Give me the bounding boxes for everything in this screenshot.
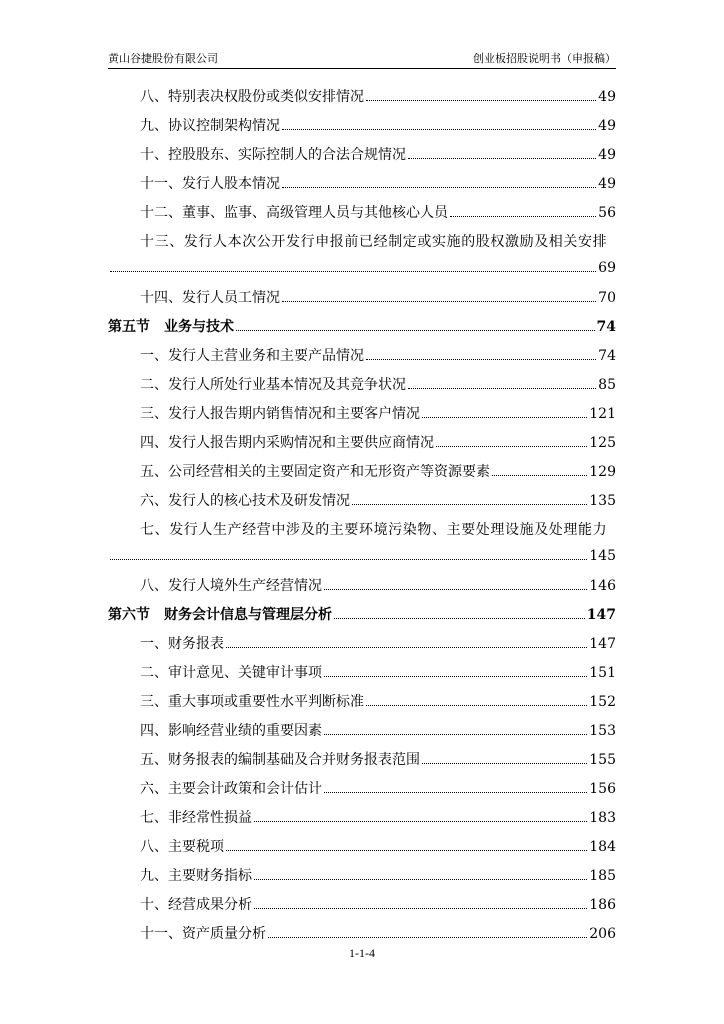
toc-entry-label: 十一、资产质量分析 — [140, 926, 266, 942]
toc-entry-label: 九、协议控制架构情况 — [140, 118, 280, 134]
toc-entry-label: 七、发行人生产经营中涉及的主要环境污染物、主要处理设施及处理能力 — [140, 522, 608, 538]
toc-entry[interactable] — [108, 894, 616, 923]
toc-entry-page: 184 — [589, 839, 616, 855]
dot-leader — [408, 158, 596, 159]
toc-entry-label: 一、财务报表 — [140, 636, 224, 652]
dot-leader — [226, 850, 587, 851]
toc-entry-label: 四、影响经营业绩的重要因素 — [140, 723, 322, 739]
toc-entry-page: 49 — [598, 118, 616, 134]
table-of-contents — [108, 86, 616, 952]
dot-leader — [226, 647, 587, 648]
toc-entry-page: 49 — [598, 147, 616, 163]
toc-entry-page: 85 — [598, 377, 616, 393]
toc-entry[interactable] — [108, 144, 616, 173]
toc-entry[interactable] — [108, 575, 616, 604]
toc-entry-page: 129 — [589, 464, 616, 480]
toc-entry[interactable] — [108, 749, 616, 778]
toc-entry[interactable] — [108, 115, 616, 144]
toc-section-heading[interactable] — [108, 316, 616, 345]
dot-leader — [324, 734, 587, 735]
toc-entry-page: 155 — [589, 752, 616, 768]
dot-leader — [492, 475, 587, 476]
toc-entry[interactable] — [108, 633, 616, 662]
toc-entry-label: 七、非经常性损益 — [140, 810, 252, 826]
toc-entry-label: 十四、发行人员工情况 — [140, 290, 280, 306]
toc-entry-label: 八、特别表决权股份或类似安排情况 — [140, 89, 364, 105]
toc-entry[interactable] — [108, 86, 616, 115]
toc-entry-page: 69 — [598, 260, 616, 276]
toc-entry[interactable] — [108, 691, 616, 720]
toc-entry-label: 八、发行人境外生产经营情况 — [140, 578, 322, 594]
dot-leader — [366, 359, 596, 360]
toc-entry-page: 186 — [589, 897, 616, 913]
toc-entry[interactable] — [108, 662, 616, 691]
dot-leader — [254, 821, 587, 822]
page-header — [108, 51, 616, 67]
dot-leader — [110, 559, 587, 560]
toc-section-heading[interactable] — [108, 604, 616, 633]
toc-entry-page: 185 — [589, 868, 616, 884]
toc-entry-page: 206 — [589, 926, 616, 942]
toc-entry[interactable] — [108, 287, 616, 316]
dot-leader — [282, 301, 596, 302]
toc-entry-label: 五、财务报表的编制基础及合并财务报表范围 — [140, 752, 420, 768]
company-name: 黄山谷捷股份有限公司 — [108, 52, 218, 65]
toc-entry-label: 二、发行人所处行业基本情况及其竞争状况 — [140, 377, 406, 393]
dot-leader — [366, 100, 596, 101]
dot-leader — [282, 187, 596, 188]
toc-entry-label: 九、主要财务指标 — [140, 868, 252, 884]
header-divider — [108, 68, 616, 69]
toc-entry-continuation[interactable] — [108, 257, 616, 287]
dot-leader — [436, 446, 587, 447]
toc-entry-label: 一、发行人主营业务和主要产品情况 — [140, 348, 364, 364]
toc-entry-label: 十、控股股东、实际控制人的合法合规情况 — [140, 147, 406, 163]
toc-entry-page: 147 — [589, 636, 616, 652]
toc-entry-label: 第六节 财务会计信息与管理层分析 — [108, 607, 332, 623]
dot-leader — [366, 705, 587, 706]
dot-leader — [254, 879, 587, 880]
toc-entry-page: 56 — [598, 205, 616, 221]
toc-entry-label: 六、发行人的核心技术及研发情况 — [140, 493, 350, 509]
toc-entry-page: 146 — [589, 578, 616, 594]
toc-entry-label: 六、主要会计政策和会计估计 — [140, 781, 322, 797]
toc-entry-label: 二、审计意见、关键审计事项 — [140, 665, 322, 681]
toc-entry-page: 135 — [589, 493, 616, 509]
toc-entry[interactable] — [108, 345, 616, 374]
dot-leader — [268, 937, 587, 938]
toc-entry-label: 第五节 业务与技术 — [108, 319, 234, 335]
dot-leader — [352, 504, 587, 505]
toc-entry-page: 151 — [589, 665, 616, 681]
dot-leader — [450, 216, 596, 217]
toc-entry[interactable] — [108, 519, 616, 545]
toc-entry[interactable] — [108, 490, 616, 519]
document-title: 创业板招股说明书（申报稿） — [473, 52, 616, 65]
toc-entry-label: 十、经营成果分析 — [140, 897, 252, 913]
toc-entry[interactable] — [108, 836, 616, 865]
toc-entry-page: 145 — [589, 548, 616, 564]
toc-entry-page: 125 — [589, 435, 616, 451]
page-number: 1-1-4 — [349, 946, 375, 960]
toc-entry-page: 74 — [596, 319, 616, 335]
toc-entry-label: 三、发行人报告期内销售情况和主要客户情况 — [140, 406, 420, 422]
dot-leader — [422, 763, 587, 764]
toc-entry[interactable] — [108, 173, 616, 202]
toc-entry[interactable] — [108, 374, 616, 403]
toc-entry-page: 121 — [589, 406, 616, 422]
dot-leader — [282, 129, 596, 130]
dot-leader — [334, 618, 585, 619]
toc-entry[interactable] — [108, 432, 616, 461]
toc-entry-page: 74 — [598, 348, 616, 364]
dot-leader — [324, 676, 587, 677]
toc-entry[interactable] — [108, 202, 616, 231]
toc-entry-continuation[interactable] — [108, 545, 616, 575]
dot-leader — [254, 908, 587, 909]
toc-entry[interactable] — [108, 807, 616, 836]
toc-entry-page: 49 — [598, 89, 616, 105]
toc-entry-page: 183 — [589, 810, 616, 826]
dot-leader — [236, 330, 595, 331]
toc-entry-page: 153 — [589, 723, 616, 739]
toc-entry[interactable] — [108, 231, 616, 257]
toc-entry[interactable] — [108, 778, 616, 807]
dot-leader — [408, 388, 596, 389]
dot-leader — [324, 589, 587, 590]
dot-leader — [324, 792, 587, 793]
toc-entry[interactable] — [108, 720, 616, 749]
toc-entry-label: 四、发行人报告期内采购情况和主要供应商情况 — [140, 435, 434, 451]
toc-entry-page: 49 — [598, 176, 616, 192]
dot-leader — [110, 271, 596, 272]
toc-entry-label: 五、公司经营相关的主要固定资产和无形资产等资源要素 — [140, 464, 490, 480]
toc-entry-label: 十三、发行人本次公开发行申报前已经制定或实施的股权激励及相关安排 — [140, 234, 608, 250]
toc-entry-label: 十二、董事、监事、高级管理人员与其他核心人员 — [140, 205, 448, 221]
toc-entry-page: 70 — [598, 290, 616, 306]
dot-leader — [422, 417, 587, 418]
toc-entry-page: 152 — [589, 694, 616, 710]
toc-entry[interactable] — [108, 865, 616, 894]
toc-entry[interactable] — [108, 461, 616, 490]
toc-entry-label: 三、重大事项或重要性水平判断标准 — [140, 694, 364, 710]
toc-entry-label: 八、主要税项 — [140, 839, 224, 855]
toc-entry-label: 十一、发行人股本情况 — [140, 176, 280, 192]
toc-entry-page: 156 — [589, 781, 616, 797]
toc-entry-page: 147 — [586, 607, 616, 623]
toc-entry[interactable] — [108, 403, 616, 432]
